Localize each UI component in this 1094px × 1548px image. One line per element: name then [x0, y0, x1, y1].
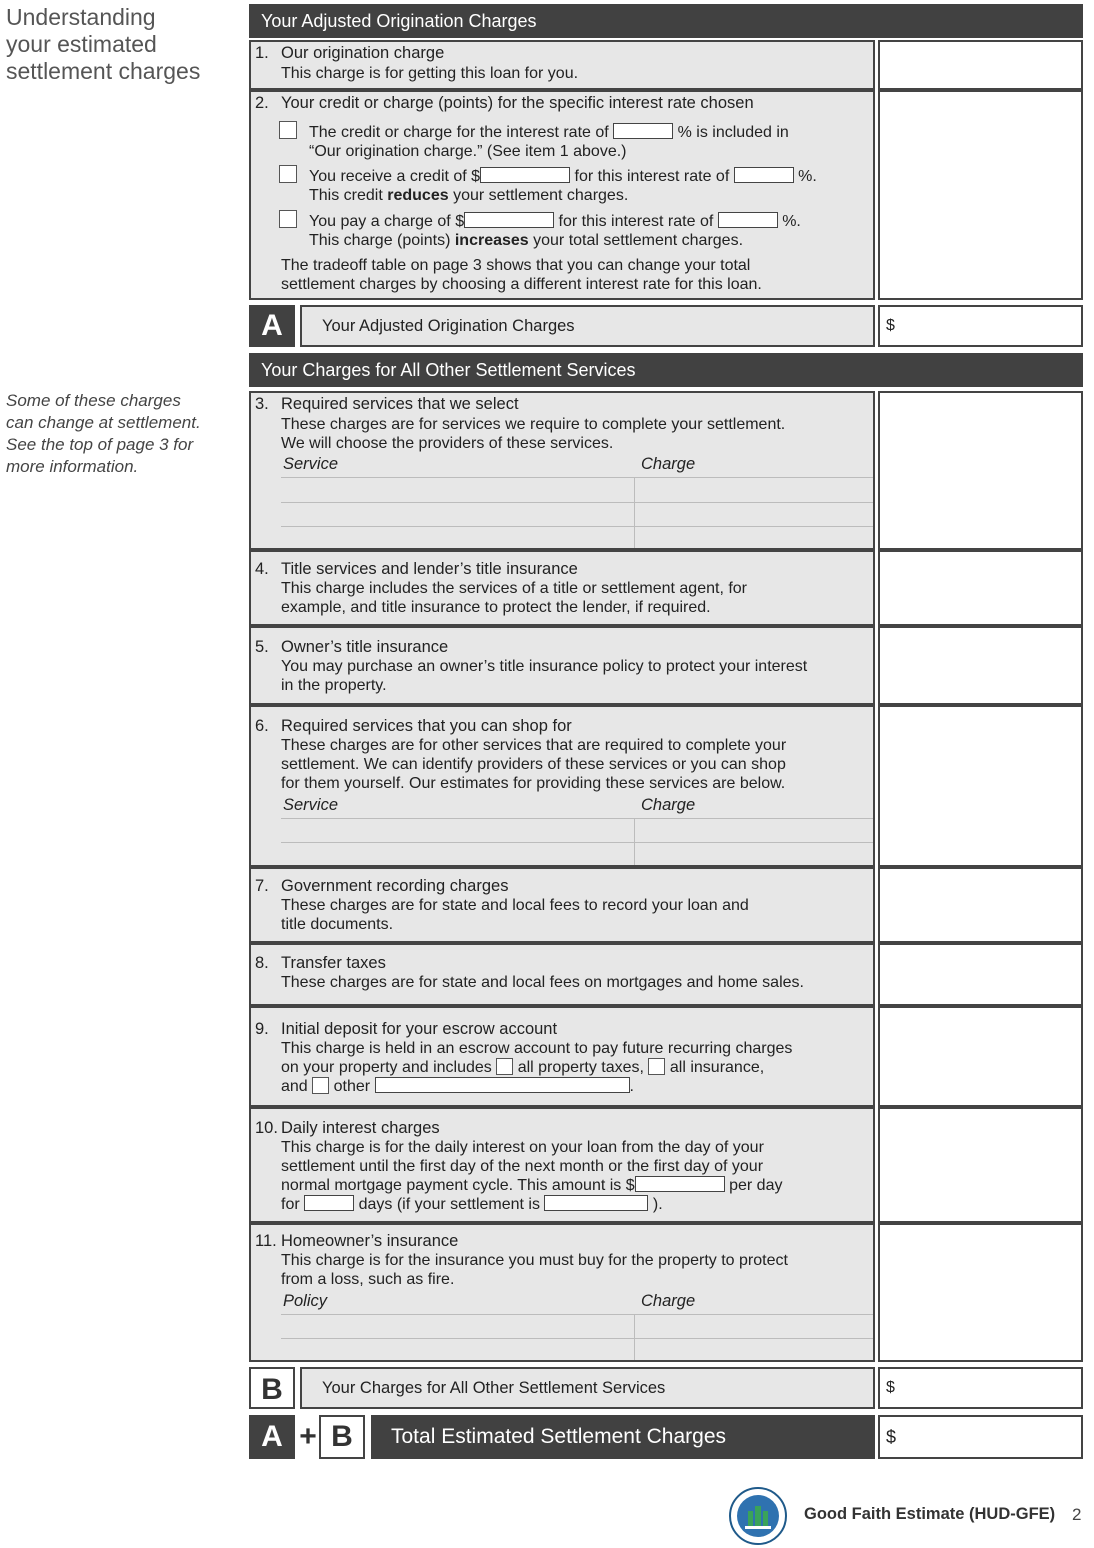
item-7-row: [249, 867, 1083, 943]
settlement-date-field[interactable]: [544, 1195, 648, 1211]
option-1-checkbox[interactable]: [279, 121, 297, 139]
item-description: These charges are for state and local fees to record your loan and: [281, 897, 749, 914]
item-description: other: [333, 1078, 371, 1095]
item-description: on your property and includes: [281, 1059, 492, 1076]
sidebar-note: [6, 390, 201, 478]
item-description: days (if your settlement is: [358, 1196, 540, 1213]
item-number: 5.: [255, 638, 269, 656]
item-2-amount-field[interactable]: [878, 90, 1083, 300]
column-header-charge: Charge: [641, 796, 696, 814]
tradeoff-note: The tradeoff table on page 3 shows that you can change your total: [281, 257, 751, 274]
option-text: your settlement charges.: [448, 187, 629, 204]
item-7-amount-field[interactable]: [878, 867, 1083, 943]
sidebar-title: [6, 4, 200, 85]
item-description: .: [629, 1078, 634, 1095]
item-description: This charge includes the services of a title or settlement agent, for: [281, 580, 748, 597]
item-3-row: [249, 391, 1083, 550]
item-title: Required services that we select: [281, 395, 519, 413]
item-number: 8.: [255, 954, 269, 972]
section-a-header: Your Adjusted Origination Charges: [249, 4, 1083, 38]
item-title: Owner’s title insurance: [281, 638, 449, 656]
page-number: 2: [1072, 1505, 1082, 1524]
interest-rate-field[interactable]: [613, 123, 673, 139]
option-text: for this interest rate of: [558, 213, 714, 230]
item-number: 2.: [255, 94, 269, 112]
item-description: title documents.: [281, 916, 394, 933]
item-title: Title services and lender’s title insurance: [281, 560, 578, 578]
option-text: your total settlement charges.: [528, 232, 744, 249]
item-description: for: [281, 1196, 300, 1213]
item-description: for them yourself. Our estimates for providing these services are below.: [281, 775, 786, 792]
item-description: from a loss, such as fire.: [281, 1271, 455, 1288]
item-title: Your credit or charge (points) for the specific interest rate chosen: [281, 94, 754, 112]
item-description: all insurance,: [669, 1059, 765, 1076]
summary-b-row: [249, 1367, 1083, 1409]
column-header-policy: Policy: [283, 1292, 328, 1310]
interest-rate-field[interactable]: [718, 212, 778, 228]
item-description: This charge is held in an escrow account to pay future recurring charges: [281, 1040, 793, 1057]
sidebar-title-line: settlement charges: [6, 58, 201, 84]
option-text: for this interest rate of: [574, 168, 730, 185]
item-description: all property taxes,: [517, 1059, 644, 1076]
option-2-checkbox[interactable]: [279, 165, 297, 183]
item-number: 11.: [255, 1232, 277, 1250]
item-title: Daily interest charges: [281, 1119, 440, 1137]
sidebar-note-line: Some of these charges: [6, 391, 181, 410]
insurance-checkbox[interactable]: [648, 1058, 665, 1075]
summary-a-row: [249, 305, 1083, 347]
interest-rate-field[interactable]: [734, 167, 794, 183]
item-6-row: [249, 705, 1083, 867]
letter-a-badge: A: [249, 305, 295, 347]
column-header-service: Service: [283, 796, 339, 814]
item-description: These charges are for services we require to complete your settlement.: [281, 416, 786, 433]
column-header-charge: Charge: [641, 455, 696, 473]
item-4-row: [249, 550, 1083, 626]
item-4-amount-field[interactable]: [878, 550, 1083, 626]
sidebar-title-line: your estimated: [6, 31, 157, 57]
option-text: This credit: [309, 187, 388, 204]
option-text: %.: [798, 168, 817, 185]
column-header-charge: Charge: [641, 1292, 696, 1310]
item-6-amount-field[interactable]: [878, 705, 1083, 867]
section-b-header: Your Charges for All Other Settlement Services: [249, 353, 1083, 387]
item-description: These charges are for state and local fees on mortgages and home sales.: [281, 974, 804, 991]
item-description: and: [281, 1078, 308, 1095]
charge-amount-field[interactable]: [464, 212, 554, 228]
total-row: [249, 1415, 1083, 1459]
option-3-checkbox[interactable]: [279, 210, 297, 228]
summary-a-label: Your Adjusted Origination Charges: [300, 305, 875, 347]
item-3-amount-field[interactable]: [878, 391, 1083, 550]
letter-b-badge: B: [319, 1415, 365, 1459]
item-number: 10.: [255, 1119, 278, 1137]
item-number: 9.: [255, 1020, 269, 1038]
item-description: This charge is for getting this loan for you.: [281, 65, 579, 82]
option-emphasis: increases: [454, 232, 529, 249]
item-description: These charges are for other services that are required to complete your: [281, 737, 787, 754]
item-11-amount-field[interactable]: [878, 1223, 1083, 1362]
item-description: This charge is for the daily interest on your loan from the day of your: [281, 1139, 764, 1156]
tradeoff-note: settlement charges by choosing a different interest rate for this loan.: [281, 276, 762, 293]
option-text: %.: [782, 213, 801, 230]
item-8-amount-field[interactable]: [878, 943, 1083, 1006]
other-checkbox[interactable]: [312, 1077, 329, 1094]
item-1-amount-field[interactable]: [878, 40, 1083, 90]
item-number: 7.: [255, 877, 269, 895]
item-description: We will choose the providers of these services.: [281, 435, 614, 452]
item-number: 1.: [255, 44, 269, 62]
credit-amount-field[interactable]: [480, 167, 570, 183]
option-text: % is included in: [677, 124, 789, 141]
sidebar-note-line: See the top of page 3 for: [6, 435, 194, 454]
option-text: “Our origination charge.” (See item 1 above.): [309, 143, 627, 160]
document-title: Good Faith Estimate (HUD-GFE): [804, 1505, 1056, 1523]
item-10-row: [249, 1107, 1083, 1223]
item-number: 3.: [255, 395, 269, 413]
item-10-amount-field[interactable]: [878, 1107, 1083, 1223]
item-number: 6.: [255, 717, 269, 735]
item-title: Transfer taxes: [281, 954, 386, 972]
item-8-row: [249, 943, 1083, 1006]
option-text: The credit or charge for the interest rate of: [309, 124, 609, 141]
item-title: Government recording charges: [281, 877, 509, 895]
item-1-row: [249, 40, 1083, 90]
item-title: Homeowner’s insurance: [281, 1232, 459, 1250]
property-taxes-checkbox[interactable]: [496, 1058, 513, 1075]
item-description: per day: [729, 1177, 783, 1194]
summary-b-label: Your Charges for All Other Settlement Services: [300, 1367, 875, 1409]
item-title: Our origination charge: [281, 44, 445, 62]
item-description: in the property.: [281, 677, 387, 694]
item-description: ).: [652, 1196, 663, 1213]
item-9-amount-field[interactable]: [878, 1006, 1083, 1107]
item-title: Required services that you can shop for: [281, 717, 572, 735]
summary-b-amount-field[interactable]: $: [878, 1367, 1083, 1409]
item-number: 4.: [255, 560, 269, 578]
summary-a-amount-field[interactable]: $: [878, 305, 1083, 347]
letter-b-badge: B: [249, 1367, 295, 1409]
item-description: settlement until the first day of the next month or the first day of your: [281, 1158, 764, 1175]
item-11-row: [249, 1223, 1083, 1362]
other-description-field[interactable]: [375, 1077, 630, 1093]
sidebar-note-line: more information.: [6, 457, 139, 476]
item-description: This charge is for the insurance you must buy for the property to protect: [281, 1252, 788, 1269]
item-description: example, and title insurance to protect the lender, if required.: [281, 599, 711, 616]
letter-a-badge: A: [249, 1415, 295, 1459]
option-text: This charge (points): [309, 232, 455, 249]
plus-sign: +: [299, 1420, 317, 1453]
item-title: Initial deposit for your escrow account: [281, 1020, 558, 1038]
daily-amount-field[interactable]: [635, 1176, 725, 1192]
total-amount-field[interactable]: $: [878, 1415, 1083, 1459]
item-5-row: [249, 626, 1083, 705]
option-text: You pay a charge of $: [309, 213, 465, 230]
column-header-service: Service: [283, 455, 339, 473]
total-label: Total Estimated Settlement Charges: [371, 1415, 875, 1459]
item-description: You may purchase an owner’s title insurance policy to protect your interest: [281, 658, 808, 675]
item-5-amount-field[interactable]: [878, 626, 1083, 705]
sidebar-note-line: can change at settlement.: [6, 413, 201, 432]
days-field[interactable]: [304, 1195, 354, 1211]
option-emphasis: reduces: [387, 187, 449, 204]
option-text: You receive a credit of $: [309, 168, 481, 185]
item-9-row: [249, 1006, 1083, 1107]
item-2-row: [249, 90, 1083, 300]
item-description: settlement. We can identify providers of these services or you can shop: [281, 756, 786, 773]
sidebar-title-line: Understanding: [6, 4, 156, 30]
hud-seal-icon: [728, 1486, 788, 1546]
item-description: normal mortgage payment cycle. This amount is $: [281, 1177, 635, 1194]
